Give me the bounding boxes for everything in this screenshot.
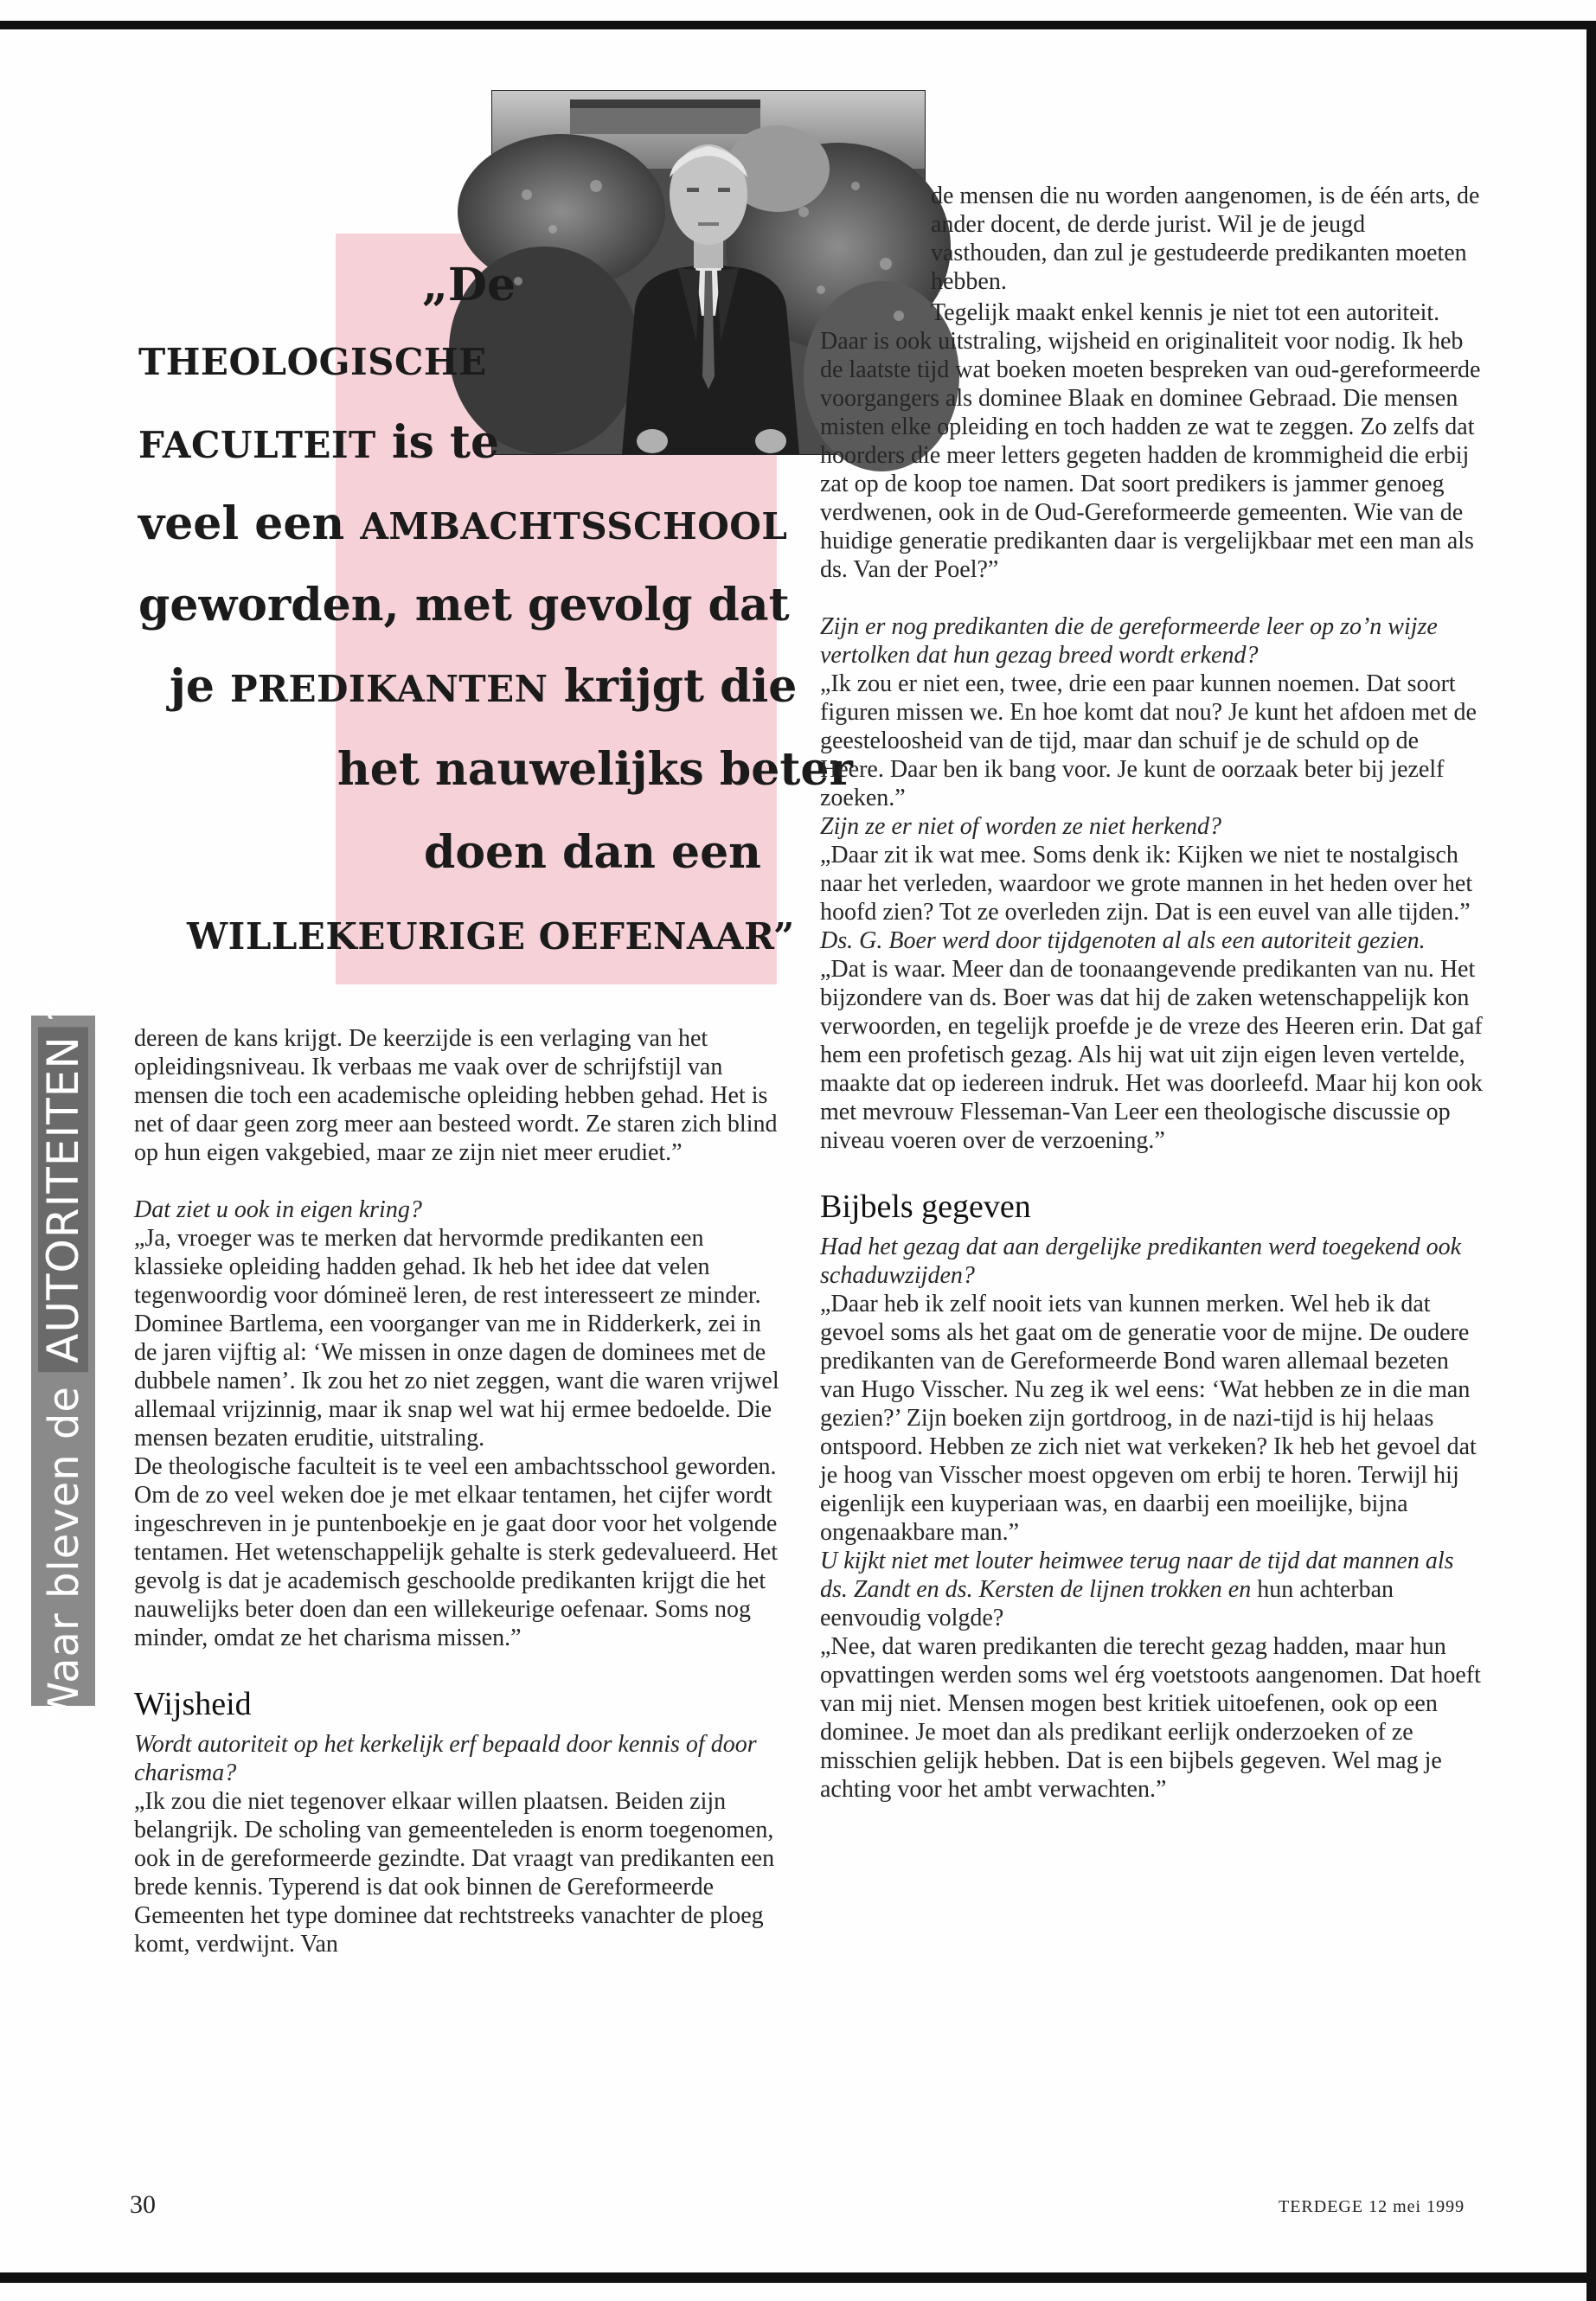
interview-question: Had het gezag dat aan dergelijke predikanten werd toegekend ook schaduwzijden? (820, 1234, 1462, 1289)
section-tab-title (38, 999, 88, 1723)
section-tab-text-1: Waar bleven de (40, 1371, 88, 1723)
paragraph: „Nee, dat waren predikanten die terecht gezag hadden, maar hun opvattingen werden soms wel érg voetstoots aangenomen. Dat hoeft van mij niet. Mensen mogen best kritiek uitoefenen, ook op een dominee. Je moet dan als predikant eerlijk onderzoeken of ze misschien gelijk hebben. Dat is een bijbels gegeven. Wel mag je achting voor het ambt verwachten.” (820, 1633, 1481, 1803)
pull-quote-line-3 (138, 417, 761, 471)
pull-quote-text-3b: is te (375, 416, 500, 469)
pull-quote-text-7: het nauwelijks beter (337, 743, 853, 796)
paragraph: „Daar heb ik zelf nooit iets van kunnen merken. Wel heb ik dat gevoel soms als het gaat om de generatie voor de mijne. De oudere predikanten van de Gereformeerde Bond waren allemaal bezeten van Hugo Visscher. Nu zeg ik wel eens: ‘Wat hebben ze in die man gezien?’ Zijn boeken zijn gortdroog, in de nazi-tijd is hij helaas ontspoord. Hebben ze zich niet wat verkeken? Ik heb het gevoel dat je hoog van Visscher moest opgeven om erbij te horen. Terwijl hij eigenlijk een kuyperiaan was, en daarbij een moeilijke, bijna ongenaakbare man.” (820, 1291, 1477, 1546)
pull-quote-text-3a: FACULTEIT (138, 424, 376, 466)
paragraph: „Ik zou er niet een, twee, drie een paar kunnen noemen. Dat soort figuren missen we. En hoe komt dat nou? Je kunt het afdoen met de geesteloosheid van de tijd, maar dan schuif je de schuld op de Heere. Daar ben ik bang voor. Je kunt de oorzaak beter bij jezelf zoeken.” (820, 670, 1477, 811)
interview-question-roman: hun achterban eenvoudig volgde? (820, 1576, 1394, 1631)
pull-quote-text-6c: krijgt die (548, 660, 798, 713)
pull-quote-text-4b: AMBACHTSSCHOOL (360, 505, 788, 548)
page-border-bottom (0, 2272, 1596, 2283)
left-column (134, 1024, 790, 1958)
pull-quote-line-4 (138, 497, 788, 553)
page-border-top (0, 21, 1596, 29)
paragraph: „Ja, vroeger was te merken dat hervormde predikanten een klassieke opleiding hadden gehad. Ik heb het idee dat velen tegenwoordig voor dómineë leren, de rest interesseert ze minder. Dominee Bartlema, een voorganger van me in Ridderkerk, zei in de jaren vijftig al: ‘We missen in onze dagen de dominees met de dubbele namen’. Ik zou het zo niet zeggen, want die waren vrijwel allemaal vrijzinnig, maar ik snap wel wat hij ermee bedoelde. Die mensen bezaten eruditie, uitstraling. (134, 1225, 779, 1452)
paragraph: de mensen die nu worden aangenomen, is de één arts, de ander docent, de derde jurist. Wil je de jeugd vasthouden, dan zul je gestudeerde predikanten moeten hebben. (931, 183, 1480, 295)
section-heading: Bijbels gegeven (820, 1189, 1031, 1225)
pull-quote-text-6a: je (170, 660, 231, 713)
pull-quote-line-2 (138, 334, 761, 388)
section-tab-text-2: AUTORITEITEN (38, 1027, 88, 1372)
paragraph: „Dat is waar. Meer dan de toonaangevende predikanten van nu. Het bijzondere van ds. Boer was dat hij de zaken wetenschappelijk kon verwoorden, en tegelijk proefde je de vreze des Heeren erin. Dat gaf hem een profetisch gezag. Als hij wat uit zijn eigen leven vertelde, maakte dat op iedereen indruk. Het was doorleefd. Maar hij kon ook met mevrouw Flesseman-Van Leer een theologische discussie op niveau voeren over de verzoening.” (820, 956, 1483, 1154)
paragraph: „Daar zit ik wat mee. Soms denk ik: Kijken we niet te nostalgisch naar het verleden, waardoor we grote mannen in het heden over het hoofd zien? Tot ze overleden zijn. Dat is een euvel van alle tijden.” (820, 842, 1473, 926)
pull-quote-line-6 (170, 660, 798, 715)
section-tab (31, 998, 95, 1723)
page-number: 30 (130, 2190, 156, 2219)
right-column (820, 298, 1483, 1804)
pull-quote-text-5: geworden, met gevolg dat (138, 579, 790, 631)
paragraph: „Ik zou die niet tegenover elkaar willen plaatsen. Beiden zijn belangrijk. De scholing van gemeenteleden is enorm toegenomen, ook in de gereformeerde gezindte. Dat vraagt van predikanten een brede kennis. Typerend is dat ook binnen de Gereformeerde Gemeenten het type dominee dat rechtstreeks vanachter de ploeg komt, verdwijnt. Van (134, 1788, 775, 1958)
interview-question-italic: U kijkt niet met louter heimwee terug naar de tijd dat mannen als ds. Zandt en ds. Kersten de lijnen trokken en (820, 1548, 1454, 1603)
interview-question: Ds. G. Boer werd door tijdgenoten al als een autoriteit gezien. (820, 927, 1426, 954)
section-tab-question-mark: ? (40, 998, 88, 1022)
pull-quote-line-9 (187, 908, 810, 963)
interview-question: Zijn er nog predikanten die de gereformeerde leer op zo’n wijze vertolken dat hun gezag breed wordt erkend? (820, 613, 1438, 669)
pull-quote-text-1: „De (422, 259, 516, 311)
section-heading: Wijsheid (134, 1686, 252, 1722)
paragraph: dereen de kans krijgt. De keerzijde is een verlaging van het opleidingsniveau. Ik verbaas me vaak over de schrijfstijl van mensen die toch een academische opleiding hebben gehad. Het is net of daar geen zorg meer aan besteed wordt. Ze staren zich blind op hun eigen vakgebied, maar ze zijn niet meer erudiet.” (134, 1025, 778, 1166)
pull-quote-text-6b: PREDIKANTEN (230, 668, 548, 710)
page-border-right (1586, 21, 1596, 2301)
interview-question: Dat ziet u ook in eigen kring? (134, 1196, 422, 1223)
pull-quote-text-8: doen dan een (424, 826, 761, 879)
pull-quote-text-4a: veel een (138, 497, 361, 550)
pull-quote-text-2: THEOLOGISCHE (138, 341, 487, 383)
paragraph: Tegelijk maakt enkel kennis je niet tot een autoriteit. Daar is ook uitstraling, wijsheid en originaliteit voor nodig. Ik heb de laatste tijd wat boeken moeten bespreken van oud-gereformeerde voorgangers als dominee Blaak en dominee Gebraad. Die mensen misten elke opleiding en toch hadden ze wat te zeggen. Zo zelfs dat hoorders die meer letters gegeten hadden de krommigheid die erbij zat op de koop toe namen. Dat soort predikers is jammer genoeg verdwenen, ook in de Oud-Gereformeerde gemeenten. Wie van de huidige generatie predikanten daar is vergelijkbaar met een man als ds. Van der Poel?” (820, 299, 1481, 583)
right-column-top (931, 182, 1484, 296)
interview-question: Wordt autoriteit op het kerkelijk erf bepaald door kennis of door charisma? (134, 1731, 757, 1786)
interview-question: Zijn ze er niet of worden ze niet herkend? (820, 813, 1221, 840)
publication-footer: TERDEGE 12 mei 1999 (1279, 2197, 1465, 2216)
interview-question-mixed (820, 1547, 1483, 1632)
paragraph: De theologische faculteit is te veel een ambachtsschool geworden. Om de zo veel weken doe je met elkaar tentamen, het cijfer wordt ingeschreven in je puntenboekje en je gaat door voor het volgende tentamen. Het wetenschappelijk gehalte is sterk gedevalueerd. Het gevolg is dat je academisch geschoolde predikanten krijgt die het nauwelijks beter doen dan een willekeurige oefenaar. Soms nog minder, omdat ze het charisma missen.” (134, 1453, 779, 1651)
pull-quote-line-5 (138, 579, 790, 631)
pull-quote-text-9: WILLEKEURIGE OEFENAAR” (187, 915, 795, 958)
